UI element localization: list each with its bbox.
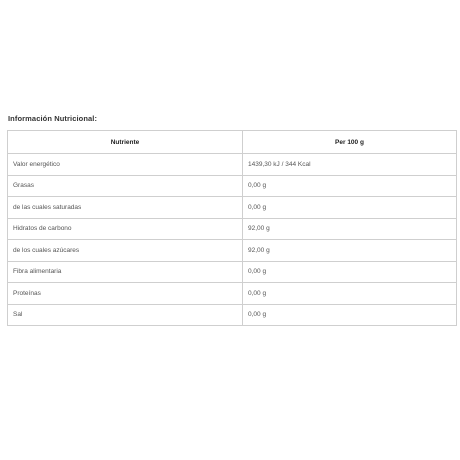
nutrient-value: 0,00 g: [243, 197, 457, 219]
nutrition-section-title: Información Nutricional:: [8, 114, 98, 123]
nutrient-name: Fibra alimentaria: [8, 261, 243, 283]
nutrient-name: de las cuales saturadas: [8, 197, 243, 219]
table-row: [8, 261, 457, 283]
nutrient-value: 92,00 g: [243, 218, 457, 240]
nutrient-value: 92,00 g: [243, 240, 457, 262]
nutrient-value: 0,00 g: [243, 283, 457, 305]
table-row: [8, 304, 457, 326]
nutrient-name: Proteínas: [8, 283, 243, 305]
nutrient-name: Hidratos de carbono: [8, 218, 243, 240]
column-header-per-100g: Per 100 g: [243, 131, 457, 154]
table-header-row: [8, 131, 457, 154]
column-header-nutrient: Nutriente: [8, 131, 243, 154]
nutrient-name: Grasas: [8, 175, 243, 197]
nutrient-name: Valor energético: [8, 154, 243, 176]
nutrient-value: 0,00 g: [243, 304, 457, 326]
table-row: [8, 154, 457, 176]
nutrient-name: Sal: [8, 304, 243, 326]
table-row: [8, 175, 457, 197]
table-row: [8, 197, 457, 219]
nutrient-value: 1439,30 kJ / 344 Kcal: [243, 154, 457, 176]
table-row: [8, 240, 457, 262]
nutrition-table: [7, 130, 457, 326]
nutrient-value: 0,00 g: [243, 261, 457, 283]
nutrient-value: 0,00 g: [243, 175, 457, 197]
table-row: [8, 218, 457, 240]
table-row: [8, 283, 457, 305]
nutrient-name: de los cuales azúcares: [8, 240, 243, 262]
